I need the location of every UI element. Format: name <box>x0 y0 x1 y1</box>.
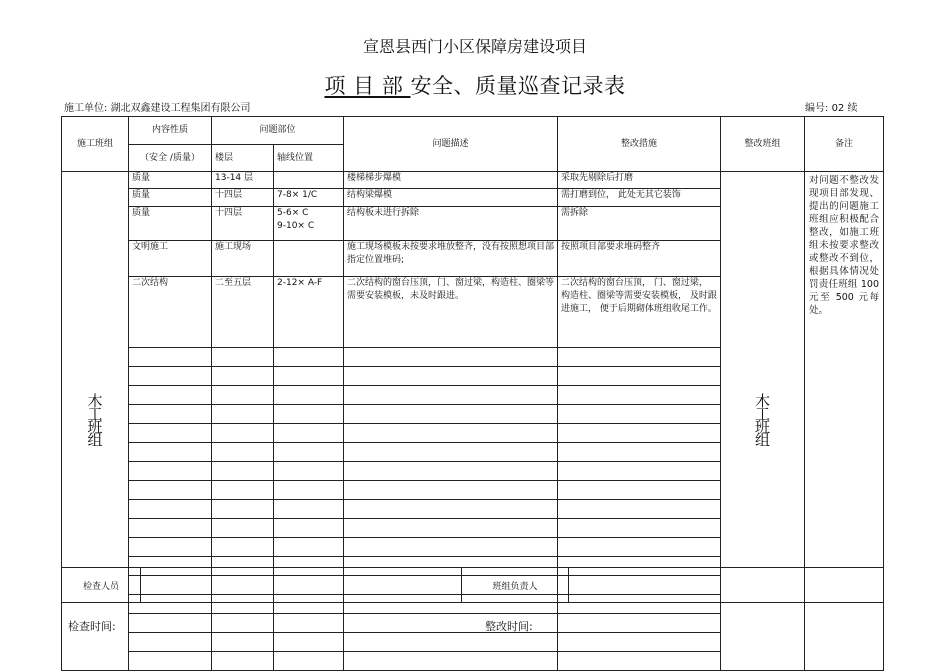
cell-description: 楼梯梯步爆模 <box>344 172 558 189</box>
cell-nature: 二次结构 <box>129 277 212 348</box>
header-remark: 备注 <box>805 117 884 172</box>
signature-table <box>61 567 884 603</box>
team-leader-label: 班组负责人 <box>462 568 569 603</box>
cell-description: 施工现场模板未按要求堆放整齐，没有按照想项目部指定位置堆码; <box>344 241 558 277</box>
cell-measure: 二次结构的窗台压顶， 门、窗过梁， 构造柱、圈梁等需要安装模板， 及时跟进施工， 便于后期砌体班组收尾工作。 <box>558 277 721 348</box>
table-row <box>62 172 884 189</box>
team-char: 工 <box>87 405 103 423</box>
project-title: 宣恩县西门小区保障房建设项目 <box>362 37 587 56</box>
cell-axis <box>274 172 344 189</box>
construction-unit-label: 施工单位: <box>64 103 108 114</box>
cell-description: 结构梁爆模 <box>344 189 558 207</box>
team-char: 班 <box>87 418 103 436</box>
header-floor: 楼层 <box>212 145 274 172</box>
header-team: 施工班组 <box>62 117 129 172</box>
header-description: 问题描述 <box>344 117 558 172</box>
serial-value: 02 续 <box>831 103 858 114</box>
cell-floor: 十四层 <box>212 207 274 241</box>
team-char: 木 <box>87 392 103 410</box>
cell-measure: 需拆除 <box>558 207 721 241</box>
axis-line: 5-6× C <box>277 208 309 218</box>
cell-description: 二次结构的窗台压顶，门、窗过梁，构造柱、圈梁等需要安装模板，未及时跟进。 <box>344 277 558 348</box>
cell-floor: 十四层 <box>212 189 274 207</box>
fix-team-char: 组 <box>755 431 771 449</box>
construction-unit <box>64 99 251 114</box>
header-location: 问题部位 <box>212 117 344 145</box>
header-axis: 轴线位置 <box>274 145 344 172</box>
cell-axis <box>274 241 344 277</box>
cell-measure: 采取先剔除后打磨 <box>558 172 721 189</box>
form-title-main: 安全、质量巡查记录表 <box>410 74 626 98</box>
serial-label: 编号: <box>805 103 829 114</box>
fix-team-char: 班 <box>755 418 771 436</box>
cell-nature: 质量 <box>129 207 212 241</box>
cell-description: 结构板未进行拆除 <box>344 207 558 241</box>
remark-cell: 对问题不整改发现项目部发现、提出的问题施工班组应积极配合整改，如施工班组未按要求整改或整改不到位，根据具体情况处罚责任班组 100元至 500 元每处。 <box>805 172 884 671</box>
cell-nature: 文明施工 <box>129 241 212 277</box>
form-title-department: 项 目 部 <box>324 74 411 98</box>
cell-measure: 需打磨到位， 此处无其它装饰 <box>558 189 721 207</box>
cell-measure: 按照项目部要求堆码整齐 <box>558 241 721 277</box>
team-leader-field[interactable] <box>569 568 884 603</box>
check-time-label: 检查时间: <box>68 620 116 633</box>
cell-axis <box>274 207 344 241</box>
header-measure: 整改措施 <box>558 117 721 172</box>
cell-floor: 施工现场 <box>212 241 274 277</box>
fix-team-char: 工 <box>755 405 771 423</box>
form-title <box>0 70 950 100</box>
construction-unit-name: 湖北双鑫建设工程集团有限公司 <box>110 103 251 114</box>
axis-line: 9-10× C <box>277 221 315 231</box>
cell-nature: 质量 <box>129 189 212 207</box>
serial-number <box>805 99 857 114</box>
cell-floor: 二至五层 <box>212 277 274 348</box>
cell-floor: 13-14 层 <box>212 172 274 189</box>
cell-nature: 质量 <box>129 172 212 189</box>
fix-time-label: 整改时间: <box>485 620 533 633</box>
inspector-field[interactable] <box>141 568 462 603</box>
inspector-label: 检查人员 <box>62 568 141 603</box>
header-nature: 内容性质 <box>129 117 212 145</box>
header-fix-team: 整改班组 <box>721 117 805 172</box>
header-nature-sub: （安全 /质量） <box>129 145 212 172</box>
cell-axis: 7-8× 1/C <box>274 189 344 207</box>
fix-team-char: 木 <box>755 392 771 410</box>
team-char: 组 <box>87 431 103 449</box>
cell-axis: 2-12× A-F <box>274 277 344 348</box>
